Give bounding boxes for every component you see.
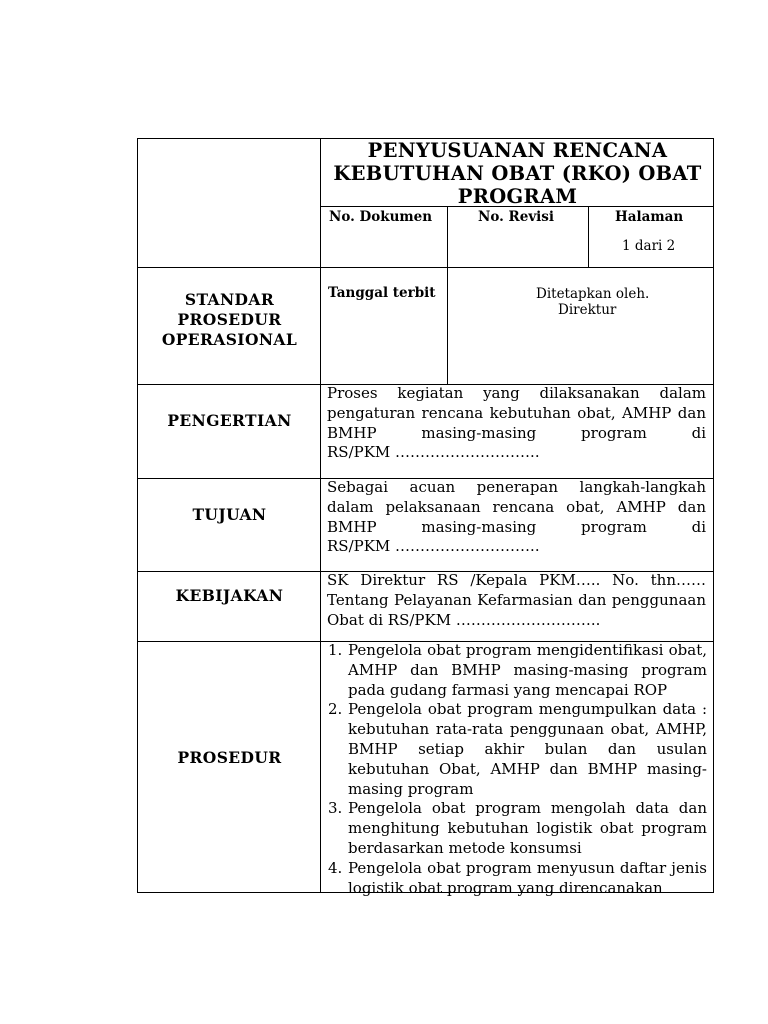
tujuan-text: [327, 478, 706, 557]
sop-label-line: STANDAR: [184, 290, 275, 309]
sop-label: [138, 290, 321, 350]
list-item: [322, 700, 707, 799]
list-number: 1.: [328, 641, 343, 659]
text-line: logistik obat program yang direncanakan: [348, 878, 663, 897]
ditetapkan-label: Ditetapkan oleh.: [536, 286, 650, 302]
list-item: [322, 859, 707, 899]
header-divider-1: [137, 267, 714, 268]
halaman-value: 1 dari 2: [622, 238, 676, 254]
text-line: RS/PKM ………………………..: [327, 537, 540, 556]
text-line: kebutuhan rata-rata penggunaan obat, AMHP,: [348, 720, 707, 739]
tujuan-label: TUJUAN: [192, 505, 267, 524]
tanggal-terbit-label: Tanggal terbit: [328, 285, 436, 301]
list-item: [322, 799, 707, 858]
title-line: PROGRAM: [457, 185, 578, 208]
table-border-right: [713, 138, 714, 893]
text-line: Pengelola obat program mengolah data dan: [348, 799, 707, 818]
title-line: KEBUTUHAN OBAT (RKO) OBAT: [333, 162, 702, 185]
no-dokumen-label: No. Dokumen: [329, 209, 433, 225]
text-line: pengaturan rencana kebutuhan obat, AMHP dan: [327, 403, 706, 422]
text-line: AMHP dan BMHP masing-masing program: [348, 660, 707, 679]
list-number: 4.: [328, 858, 343, 877]
pengertian-label: PENGERTIAN: [167, 411, 292, 430]
sop-label-line: OPERASIONAL: [161, 330, 298, 349]
header-divider-halaman: [588, 206, 589, 267]
text-line: kebutuhan Obat, AMHP dan BMHP masing-: [348, 759, 707, 778]
kebijakan-text: [327, 571, 706, 630]
list-number: 3.: [328, 799, 343, 818]
text-line: BMHP masing-masing program di: [327, 423, 706, 442]
text-line: BMHP setiap akhir bulan dan usulan: [348, 739, 707, 758]
text-line: berdasarkan metode konsumsi: [348, 838, 582, 857]
prosedur-list: [322, 641, 707, 898]
text-line: Pengelola obat program mengidentifikasi obat,: [348, 641, 707, 659]
text-line: menghitung kebutuhan logistik obat program: [348, 819, 707, 838]
text-line: BMHP masing-masing program di: [327, 517, 706, 536]
kebijakan-label: KEBIJAKAN: [175, 586, 284, 605]
header-divider-revisi: [447, 206, 448, 384]
text-line: Tentang Pelayanan Kefarmasian dan penggunaan: [327, 590, 706, 609]
direktur-label: Direktur: [558, 302, 617, 318]
text-line: pada gudang farmasi yang mencapai ROP: [348, 680, 668, 699]
list-number: 2.: [328, 700, 343, 719]
list-item: [322, 641, 707, 700]
text-line: Sebagai acuan penerapan langkah-langkah: [327, 478, 706, 496]
prosedur-label: PROSEDUR: [177, 748, 282, 767]
no-revisi-label: No. Revisi: [478, 209, 555, 225]
text-line: SK Direktur RS /Kepala PKM….. No. thn……: [327, 571, 706, 589]
title-line: PENYUSUANAN RENCANA: [367, 139, 668, 162]
text-line: Pengelola obat program menyusun daftar jenis: [348, 858, 707, 877]
text-line: Pengelola obat program mengumpulkan data :: [348, 700, 707, 719]
text-line: RS/PKM ………………………..: [327, 443, 540, 462]
text-line: Proses kegiatan yang dilaksanakan dalam: [327, 384, 706, 402]
sop-label-line: PROSEDUR: [177, 310, 282, 329]
text-line: dalam pelaksanaan rencana obat, AMHP dan: [327, 497, 706, 516]
document-title: [322, 139, 713, 208]
halaman-label: Halaman: [615, 209, 684, 225]
text-line: Obat di RS/PKM ………………………..: [327, 610, 601, 629]
pengertian-text: [327, 384, 706, 463]
text-line: masing program: [348, 779, 474, 798]
